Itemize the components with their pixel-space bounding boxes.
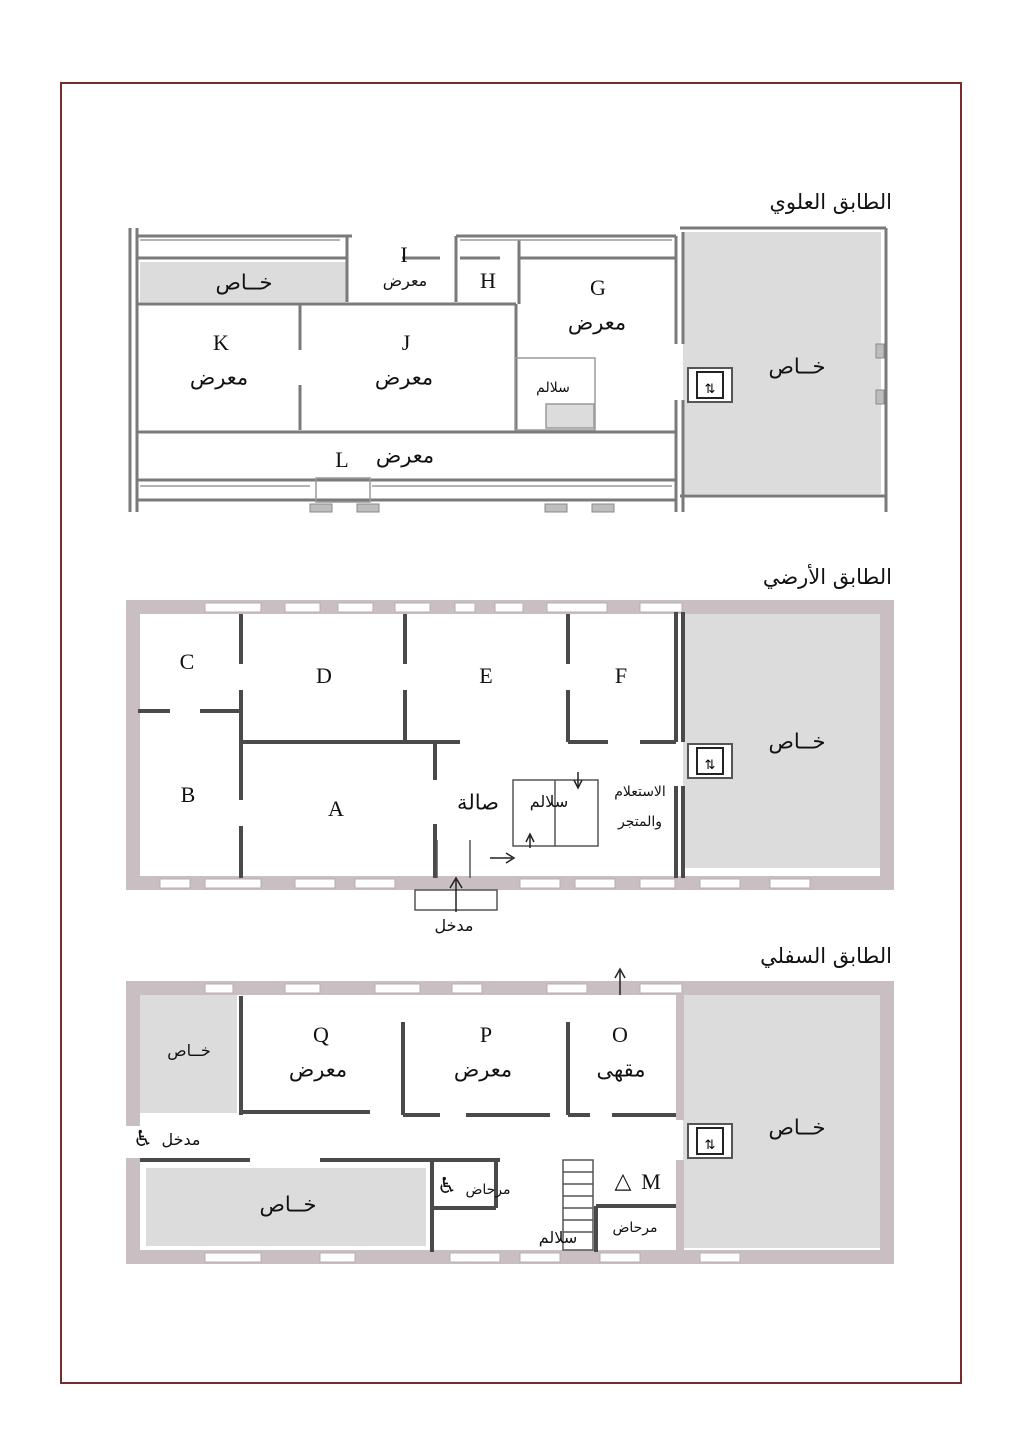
ground-entrance-label: مدخل (434, 916, 474, 935)
room-b-letter: B (180, 782, 196, 807)
lower-toilet-accessible-label: مرحاض (465, 1182, 511, 1198)
upper-private-right-label: خــاص (768, 354, 826, 379)
room-g-label: معرض (567, 310, 627, 335)
lower-elevator-icon (688, 1124, 732, 1158)
ground-hall-label: صالة (457, 790, 499, 815)
room-j-letter: J (401, 330, 411, 355)
lower-private-left-label: خــاص (167, 1041, 211, 1060)
lower-entrance-label: مدخل (161, 1130, 201, 1149)
upper-elevator-icon (688, 368, 732, 402)
svg-text:⇅: ⇅ (704, 1138, 716, 1153)
toilet-wheelchair-icon: ♿ (437, 1174, 457, 1199)
room-i-letter: I (400, 242, 408, 267)
room-q-label: معرض (288, 1057, 348, 1082)
room-d-letter: D (316, 663, 332, 688)
ground-elevator-icon (688, 744, 732, 778)
room-f-letter: F (614, 663, 628, 688)
ground-info-label-line1: الاستعلام (614, 784, 666, 800)
ground-floor-title: الطابق الأرضي (762, 565, 892, 589)
room-o-letter: O (612, 1022, 628, 1047)
lower-stairs-label: سلالم (538, 1228, 578, 1247)
room-k-label: معرض (189, 365, 249, 390)
room-e-letter: E (479, 663, 493, 688)
lower-private-bottom-label: خــاص (259, 1192, 317, 1217)
room-c-letter: C (179, 649, 195, 674)
upper-floor-title: الطابق العلوي (769, 190, 892, 214)
ground-floor-plan (126, 600, 894, 912)
room-p-label: معرض (453, 1057, 513, 1082)
lower-entrance-wheelchair-icon: ♿ (133, 1127, 153, 1152)
room-l-label: معرض (375, 443, 435, 468)
svg-text:⇅: ⇅ (704, 382, 716, 397)
room-q-letter: Q (313, 1022, 329, 1047)
room-i-label: معرض (382, 271, 428, 290)
room-h-letter: H (480, 268, 496, 293)
svg-text:⇅: ⇅ (704, 758, 716, 773)
room-a-letter: A (328, 796, 344, 821)
upper-private-left-label: خــاص (215, 270, 273, 295)
ground-info-label-line2: والمتجر (618, 814, 662, 830)
room-m-letter: M (641, 1169, 661, 1194)
room-g-letter: G (590, 275, 606, 300)
upper-stairs-label: سلالم (536, 380, 570, 396)
room-j-label: معرض (374, 365, 434, 390)
room-p-letter: P (479, 1022, 493, 1047)
lower-private-right-label: خــاص (768, 1115, 826, 1140)
room-k-letter: K (213, 330, 229, 355)
lower-toilet-label: مرحاض (612, 1220, 658, 1236)
ground-stairs-label: سلالم (529, 792, 569, 811)
lower-floor-title: الطابق السفلي (760, 944, 892, 968)
ground-private-right-label: خــاص (768, 729, 826, 754)
room-o-label: مقهى (596, 1057, 646, 1082)
room-l-letter: L (335, 447, 349, 472)
coat-hanger-icon: △ (614, 1169, 632, 1194)
